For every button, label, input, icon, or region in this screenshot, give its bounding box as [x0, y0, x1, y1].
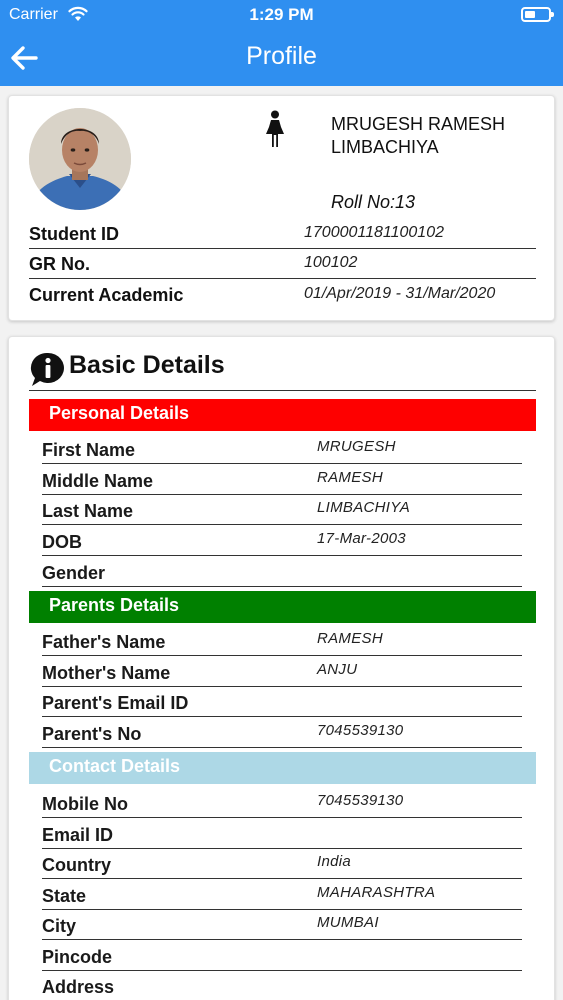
divider	[42, 747, 522, 748]
field-label: Last Name	[42, 501, 134, 521]
field-label: Address	[42, 977, 115, 997]
email-id-row	[42, 818, 522, 849]
profile-card	[8, 95, 555, 321]
parents-number-row	[42, 717, 522, 748]
personal-details-header: Personal Details	[29, 399, 536, 431]
dob-row	[42, 525, 522, 556]
divider	[42, 586, 522, 587]
current-academic-row	[29, 279, 536, 310]
navigation-bar	[0, 30, 563, 86]
mobile-no-row	[42, 787, 522, 818]
field-value: 17-Mar-2003	[317, 530, 406, 547]
field-value: MAHARASHTRA	[317, 884, 436, 901]
carrier-label: Carrier	[9, 6, 58, 23]
gr-number-row	[29, 248, 536, 279]
student-id-row	[29, 218, 536, 249]
field-label: Mother's Name	[42, 663, 171, 683]
field-label: Father's Name	[42, 632, 166, 652]
student-id-value: 1700001181100102	[304, 224, 444, 241]
parents-details-header: Parents Details	[29, 591, 536, 623]
field-value: 7045539130	[317, 722, 404, 739]
divider	[29, 390, 536, 391]
field-label: Country	[42, 855, 111, 875]
roll-number: Roll No:13	[331, 192, 416, 212]
status-bar	[0, 0, 563, 30]
first-name-row	[42, 433, 522, 464]
contact-details-header: Contact Details	[29, 752, 536, 784]
middle-name-row	[42, 464, 522, 495]
field-value: RAMESH	[317, 630, 383, 647]
avatar	[29, 108, 131, 210]
gr-number-value: 100102	[304, 254, 358, 271]
female-icon	[264, 110, 286, 148]
pincode-row	[42, 940, 522, 971]
current-academic-label: Current Academic	[29, 285, 184, 305]
battery-icon	[521, 7, 551, 22]
field-value: India	[317, 853, 352, 870]
fathers-name-row	[42, 625, 522, 656]
clock-time: 1:29 PM	[249, 5, 314, 24]
field-label: Parent's No	[42, 724, 142, 744]
info-icon	[29, 351, 67, 389]
student-name: MRUGESH RAMESH LIMBACHIYA	[331, 114, 506, 157]
field-label: DOB	[42, 532, 82, 552]
basic-details-card	[8, 336, 555, 1000]
address-row	[42, 970, 522, 1000]
field-label: State	[42, 886, 87, 906]
last-name-row	[42, 494, 522, 525]
field-label: City	[42, 916, 77, 936]
gr-number-label: GR No.	[29, 254, 90, 274]
field-label: Middle Name	[42, 471, 154, 491]
country-row	[42, 848, 522, 879]
student-id-label: Student ID	[29, 224, 119, 244]
current-academic-value: 01/Apr/2019 - 31/Mar/2020	[304, 285, 496, 302]
field-label: Pincode	[42, 947, 113, 967]
parents-email-row	[42, 686, 522, 717]
state-row	[42, 879, 522, 910]
field-label: Parent's Email ID	[42, 693, 189, 713]
field-value: 7045539130	[317, 792, 404, 809]
mothers-name-row	[42, 656, 522, 687]
field-label: Mobile No	[42, 794, 128, 814]
page-title: Profile	[246, 42, 317, 70]
field-label: Gender	[42, 563, 106, 583]
gender-row	[42, 556, 522, 587]
field-value: ANJU	[317, 661, 358, 678]
field-label: Email ID	[42, 825, 114, 845]
city-row	[42, 909, 522, 940]
field-value: MUMBAI	[317, 914, 379, 931]
basic-details-title: Basic Details	[69, 351, 225, 379]
field-label: First Name	[42, 440, 136, 460]
field-value: RAMESH	[317, 469, 383, 486]
field-value: LIMBACHIYA	[317, 499, 411, 516]
field-value: MRUGESH	[317, 438, 396, 455]
